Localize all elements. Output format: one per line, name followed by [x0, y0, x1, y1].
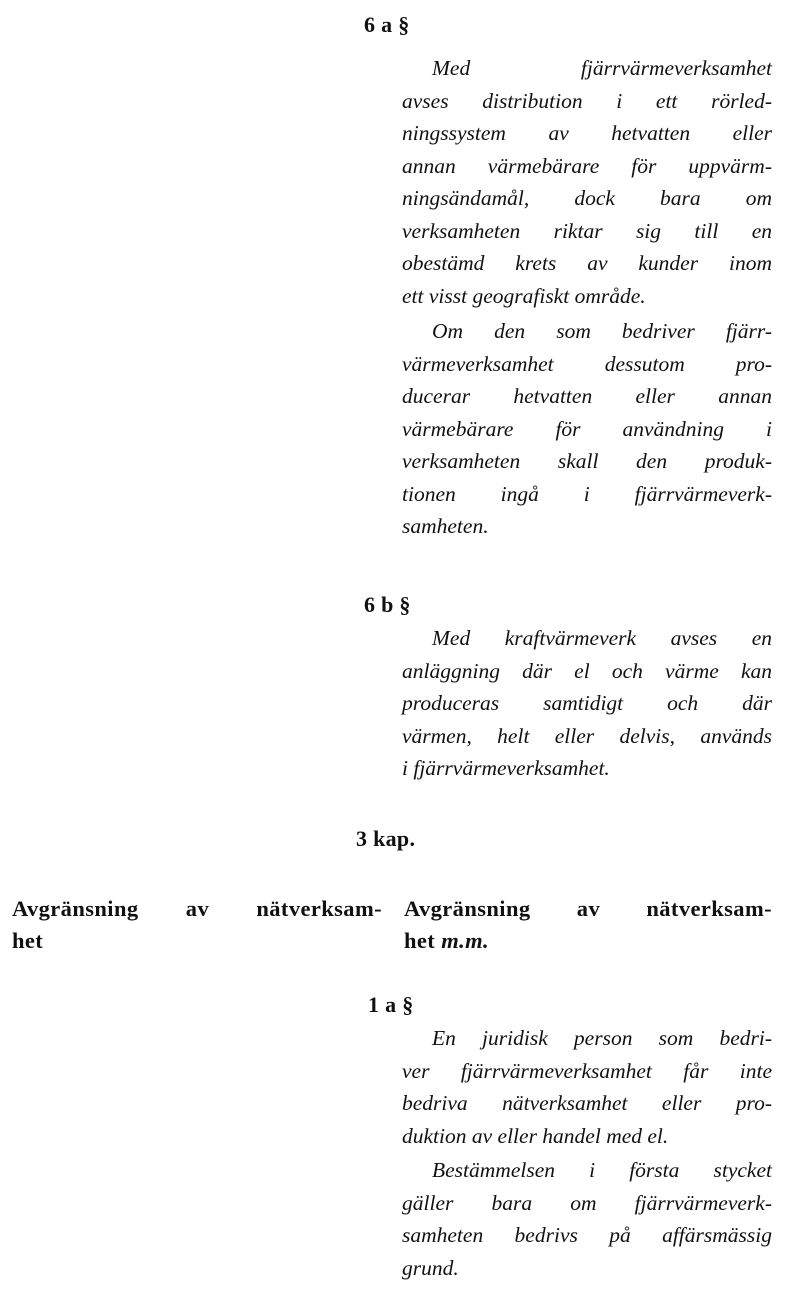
- text-line: verksamheten skall den produk-: [402, 449, 772, 473]
- text-line: gäller bara om fjärrvärmeverk-: [402, 1190, 772, 1215]
- text-line: ett visst geografiskt område.: [402, 283, 646, 308]
- left-column-heading: [12, 893, 382, 957]
- text-line: Om den som bedriver fjärr-: [432, 319, 772, 343]
- text-line: obestämd krets av kunder inom: [402, 251, 772, 275]
- text-line: tionen ingå i fjärrvärmeverk-: [402, 481, 772, 506]
- text-line: anläggning där el och värme kan: [402, 658, 772, 683]
- text-line: ver fjärrvärmeverksamhet får inte: [402, 1058, 772, 1083]
- section-heading-6b: 6 b §: [364, 592, 411, 617]
- heading-line: het: [12, 928, 44, 953]
- chapter-heading: 3 kap.: [356, 826, 416, 851]
- paragraph-1a-1: [402, 1022, 772, 1152]
- text-line: duktion av eller handel med el.: [402, 1123, 669, 1148]
- text-line: Med kraftvärmeverk avses en: [432, 626, 772, 650]
- heading-line: Avgränsning av nätverksam-: [404, 896, 772, 921]
- paragraph-6a-2: [402, 315, 772, 543]
- text-line: produceras samtidigt och där: [402, 691, 772, 715]
- text-line: grund.: [402, 1255, 459, 1280]
- right-column-heading: [404, 893, 772, 957]
- text-line: Bestämmelsen i första stycket: [432, 1158, 772, 1182]
- section-heading-6a: 6 a §: [364, 12, 410, 37]
- text-line: ningsändamål, dock bara om: [402, 186, 772, 210]
- section-heading-1a: 1 a §: [368, 992, 414, 1017]
- paragraph-6b-1: [402, 622, 772, 785]
- heading-line: het: [404, 928, 436, 953]
- text-line: ningssystem av hetvatten eller: [402, 121, 772, 145]
- paragraph-1a-2: [402, 1154, 772, 1284]
- text-line: i fjärrvärmeverksamhet.: [402, 756, 610, 780]
- text-line: ducerar hetvatten eller annan: [402, 384, 772, 408]
- heading-suffix: m.m.: [441, 928, 490, 953]
- text-line: värmeverksamhet dessutom pro-: [402, 351, 772, 376]
- text-line: samheten.: [402, 514, 489, 538]
- text-line: Med fjärrvärmeverksamhet: [432, 56, 772, 80]
- text-line: värmen, helt eller delvis, används: [402, 723, 772, 748]
- heading-line: Avgränsning av nätverksam-: [12, 896, 382, 921]
- paragraph-6a-1: [402, 52, 772, 312]
- text-line: värmebärare för användning i: [402, 416, 772, 441]
- text-line: samheten bedrivs på affärsmässig: [402, 1223, 772, 1247]
- text-line: bedriva nätverksamhet eller pro-: [402, 1091, 772, 1115]
- text-line: annan värmebärare för uppvärm-: [402, 153, 772, 178]
- text-line: avses distribution i ett rörled-: [402, 88, 772, 113]
- text-line: verksamheten riktar sig till en: [402, 218, 772, 243]
- text-line: En juridisk person som bedri-: [432, 1026, 772, 1050]
